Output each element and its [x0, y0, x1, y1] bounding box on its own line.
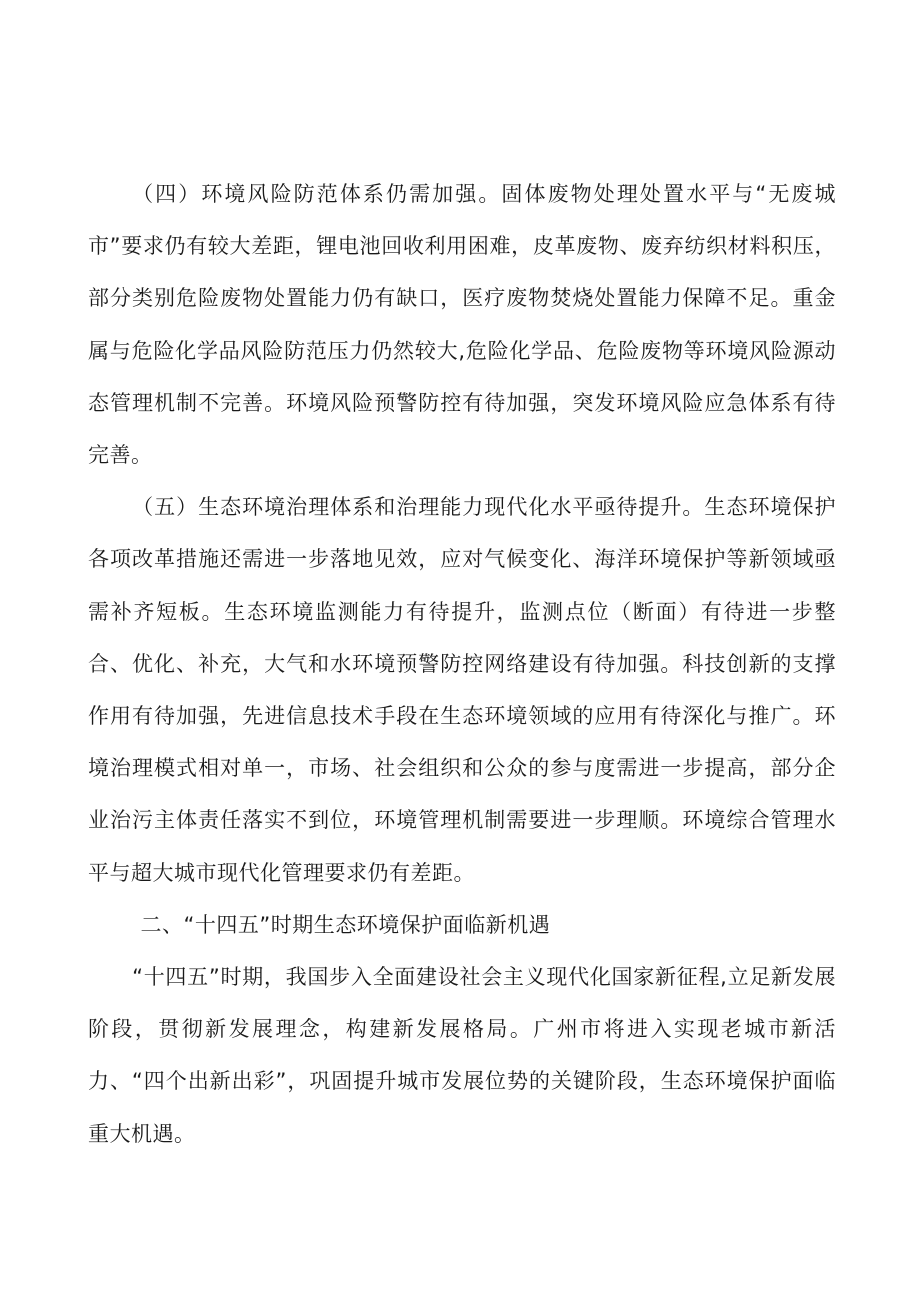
paragraph-governance-modernization: （五）生态环境治理体系和治理能力现代化水平亟待提升。生态环境保护各项改革措施还需进一步落地见效，应对气候变化、海洋环境保护等新领域亟需补齐短板。生态环境监测能力有待提升，监测点位（断面）有待进一步整合、优化、补充，大气和水环境预警防控网络建设有待加强。科技创新的支撑作用有待加强，先进信息技术手段在生态环境领域的应用有待深化与推广。环境治理模式相对单一，市场、社会组织和公众的参与度需进一步提高，部分企业治污主体责任落实不到位，环境管理机制需要进一步理顺。环境综合管理水平与超大城市现代化管理要求仍有差距。: [88, 495, 836, 885]
paragraph-environmental-risk: （四）环境风险防范体系仍需加强。固体废物处理处置水平与“无废城市”要求仍有较大差距，锂电池回收利用困难，皮革废物、废弃纺织材料积压，部分类别危险废物处置能力仍有缺口，医疗废物焚烧处置能力保障不足。重金属与危险化学品风险防范压力仍然较大,危险化学品、危险废物等环境风险源动态管理机制不完善。环境风险预警防控有待加强，突发环境风险应急体系有待完善。: [88, 182, 836, 468]
section-heading: 二、“十四五”时期生态环境保护面临新机遇: [140, 912, 551, 937]
paragraph-new-opportunities: “十四五”时期，我国步入全面建设社会主义现代化国家新征程,立足新发展阶段，贯彻新发展理念，构建新发展格局。广州市将进入实现老城市新活力、“四个出新出彩”，巩固提升城市发展位势的关键阶段，生态环境保护面临重大机遇。: [88, 965, 836, 1146]
document-body: [88, 168, 836, 1160]
